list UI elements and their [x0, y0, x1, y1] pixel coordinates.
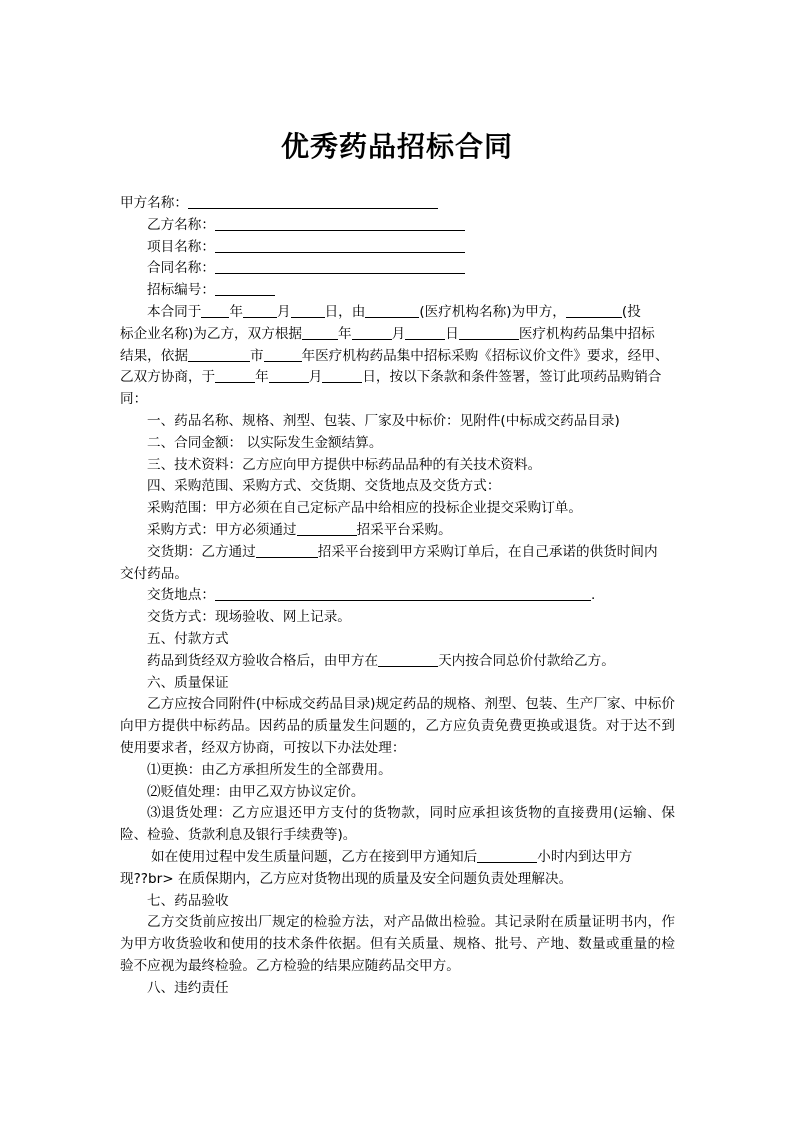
delivery-place [120, 585, 675, 607]
clause-8: 八、违约责任 [147, 979, 229, 996]
blank [291, 303, 325, 318]
blank [264, 347, 302, 362]
clause-7: 七、药品验收 [147, 892, 229, 909]
purchase-method [120, 520, 675, 542]
intro-text: 标企业名称)为乙方，双方根据 [120, 325, 303, 342]
bid-no-blank [215, 281, 275, 296]
contract-name-line [120, 258, 675, 280]
clause-4: 四、采购范围、采购方式、交货期、交货地点及交货方式： [147, 478, 501, 495]
clause-5: 五、付款方式 [147, 630, 229, 647]
payment [120, 651, 675, 673]
clause-1: 一、药品名称、规格、剂型、包装、厂家及中标价：见附件(中标成交药品目录) [147, 412, 620, 429]
clause-text: 招采平台接到甲方采购订单后，在自己承诺的供货时间内 [317, 543, 658, 560]
document-title: 优秀药品招标合同 [280, 130, 513, 163]
project-blank [215, 238, 465, 253]
blank [256, 543, 318, 558]
clause-text: 药品到货经双方验收合格后，由甲方在 [147, 652, 379, 669]
blank [378, 652, 438, 667]
intro-text: 月 [308, 369, 323, 386]
intro-line-1 [120, 302, 675, 324]
intro-text: 月 [391, 325, 406, 342]
intro-text: 乙双方协商，于 [120, 369, 216, 386]
project-line [120, 237, 675, 259]
intro-text: 年 [338, 325, 352, 342]
clause-3: 三、技术资料：乙方应向甲方提供中标药品品种的有关技术资料。 [147, 456, 542, 473]
bid-no-label: 招标编号： [147, 282, 215, 299]
quality-item-2: ⑵贬值处理：由甲乙双方协议定价。 [147, 783, 365, 800]
notice-line-2: 现??br> 在质保期内，乙方应对货物出现的质量及安全问题负责处理解决。 [120, 870, 573, 887]
bid-no-line [120, 280, 675, 302]
blank [269, 368, 309, 383]
intro-text: 年 [229, 303, 243, 320]
intro-text: (投 [621, 303, 641, 320]
quality-item-3: ⑶退货处理：乙方应退还甲方支付的货物款，同时应承担该货物的直接费用(运输、保险、检验、货款利息及银行手续费等)。 [120, 805, 675, 844]
project-label: 项目名称： [147, 238, 215, 255]
intro-text: 日，由 [324, 303, 366, 320]
party-b-line [120, 215, 675, 237]
clause-text: 天内按合同总价付款给乙方。 [438, 652, 615, 669]
party-b-label: 乙方名称： [147, 216, 215, 233]
party-a-blank [188, 194, 438, 209]
blank [297, 521, 357, 536]
blank [215, 586, 591, 601]
contract-name-label: 合同名称： [147, 260, 215, 277]
blank [566, 303, 622, 318]
clause-2: 二、合同金额： 以实际发生金额结算。 [147, 434, 383, 451]
blank [201, 303, 229, 318]
blank [215, 368, 255, 383]
intro-text: 年医疗机构药品集中招标采购《招标议价文件》要求，经甲、 [301, 347, 669, 364]
notice-line [120, 847, 675, 869]
intro-text: 市 [249, 347, 264, 364]
quality-paragraph: 乙方应按合同附件(中标成交药品目录)规定药品的规格、剂型、包装、生产厂家、中标价向甲方提供中标药品。因药品的质量发生问题的，乙方应负责免费更换或退货。对于达不到使用要求者，经双方协商，可按以下办法处理： [120, 696, 675, 756]
clause-6: 六、质量保证 [147, 674, 229, 691]
clause-text: 交货地点： [147, 587, 215, 604]
blank [405, 325, 445, 340]
acceptance-paragraph: 乙方交货前应按出厂规定的检验方法，对产品做出检验。其记录附在质量证明书内，作为甲方收货验收和使用的技术条件依据。但有关质量、规格、批号、产地、数量或重量的检验不应视为最终检验。乙方检验的结果应随药品交甲方。 [120, 914, 675, 974]
clause-text: 交货期：乙方通过 [147, 543, 256, 560]
blank [459, 325, 519, 340]
contract-body [120, 193, 675, 999]
intro-line-2 [120, 324, 675, 346]
party-b-blank [215, 216, 465, 231]
clause-text: 采购方式：甲方必须通过 [147, 521, 297, 538]
intro-text: 结果，依据 [120, 347, 188, 364]
blank [365, 303, 419, 318]
intro-line-5: 同： [120, 391, 148, 408]
blank [188, 347, 250, 362]
blank [243, 303, 277, 318]
intro-text: (医疗机构名称)为甲方， [419, 303, 566, 320]
blank [352, 325, 392, 340]
intro-text: 医疗机构药品集中招标 [518, 325, 655, 342]
clause-text: 招采平台采购。 [356, 521, 452, 538]
blank [477, 848, 537, 863]
intro-text: 年 [255, 369, 269, 386]
clause-text: 小时内到达甲方 [537, 848, 633, 865]
intro-text: 本合同于 [147, 303, 202, 320]
party-a-label: 甲方名称： [120, 195, 188, 211]
delivery-mode: 交货方式：现场验收、网上记录。 [147, 609, 351, 626]
quality-item-1: ⑴更换：由乙方承担所发生的全部费用。 [147, 761, 392, 778]
blank [322, 368, 362, 383]
intro-text: 月 [276, 303, 291, 320]
intro-line-3 [120, 346, 675, 368]
clause-text: . [590, 587, 596, 604]
intro-line-4 [120, 367, 675, 389]
intro-text: 日，按以下条款和条件签署，签订此项药品购销合 [362, 369, 662, 386]
purchase-scope: 采购范围：甲方必须在自己定标产品中给相应的投标企业提交采购订单。 [147, 500, 582, 517]
blank [302, 325, 338, 340]
party-a-line [120, 193, 675, 215]
clause-text: 如在使用过程中发生质量问题，乙方在接到甲方通知后 [151, 848, 478, 865]
delivery-period [120, 542, 675, 564]
delivery-period-cont: 交付药品。 [120, 565, 188, 582]
intro-text: 日 [445, 325, 459, 342]
contract-name-blank [215, 259, 465, 274]
